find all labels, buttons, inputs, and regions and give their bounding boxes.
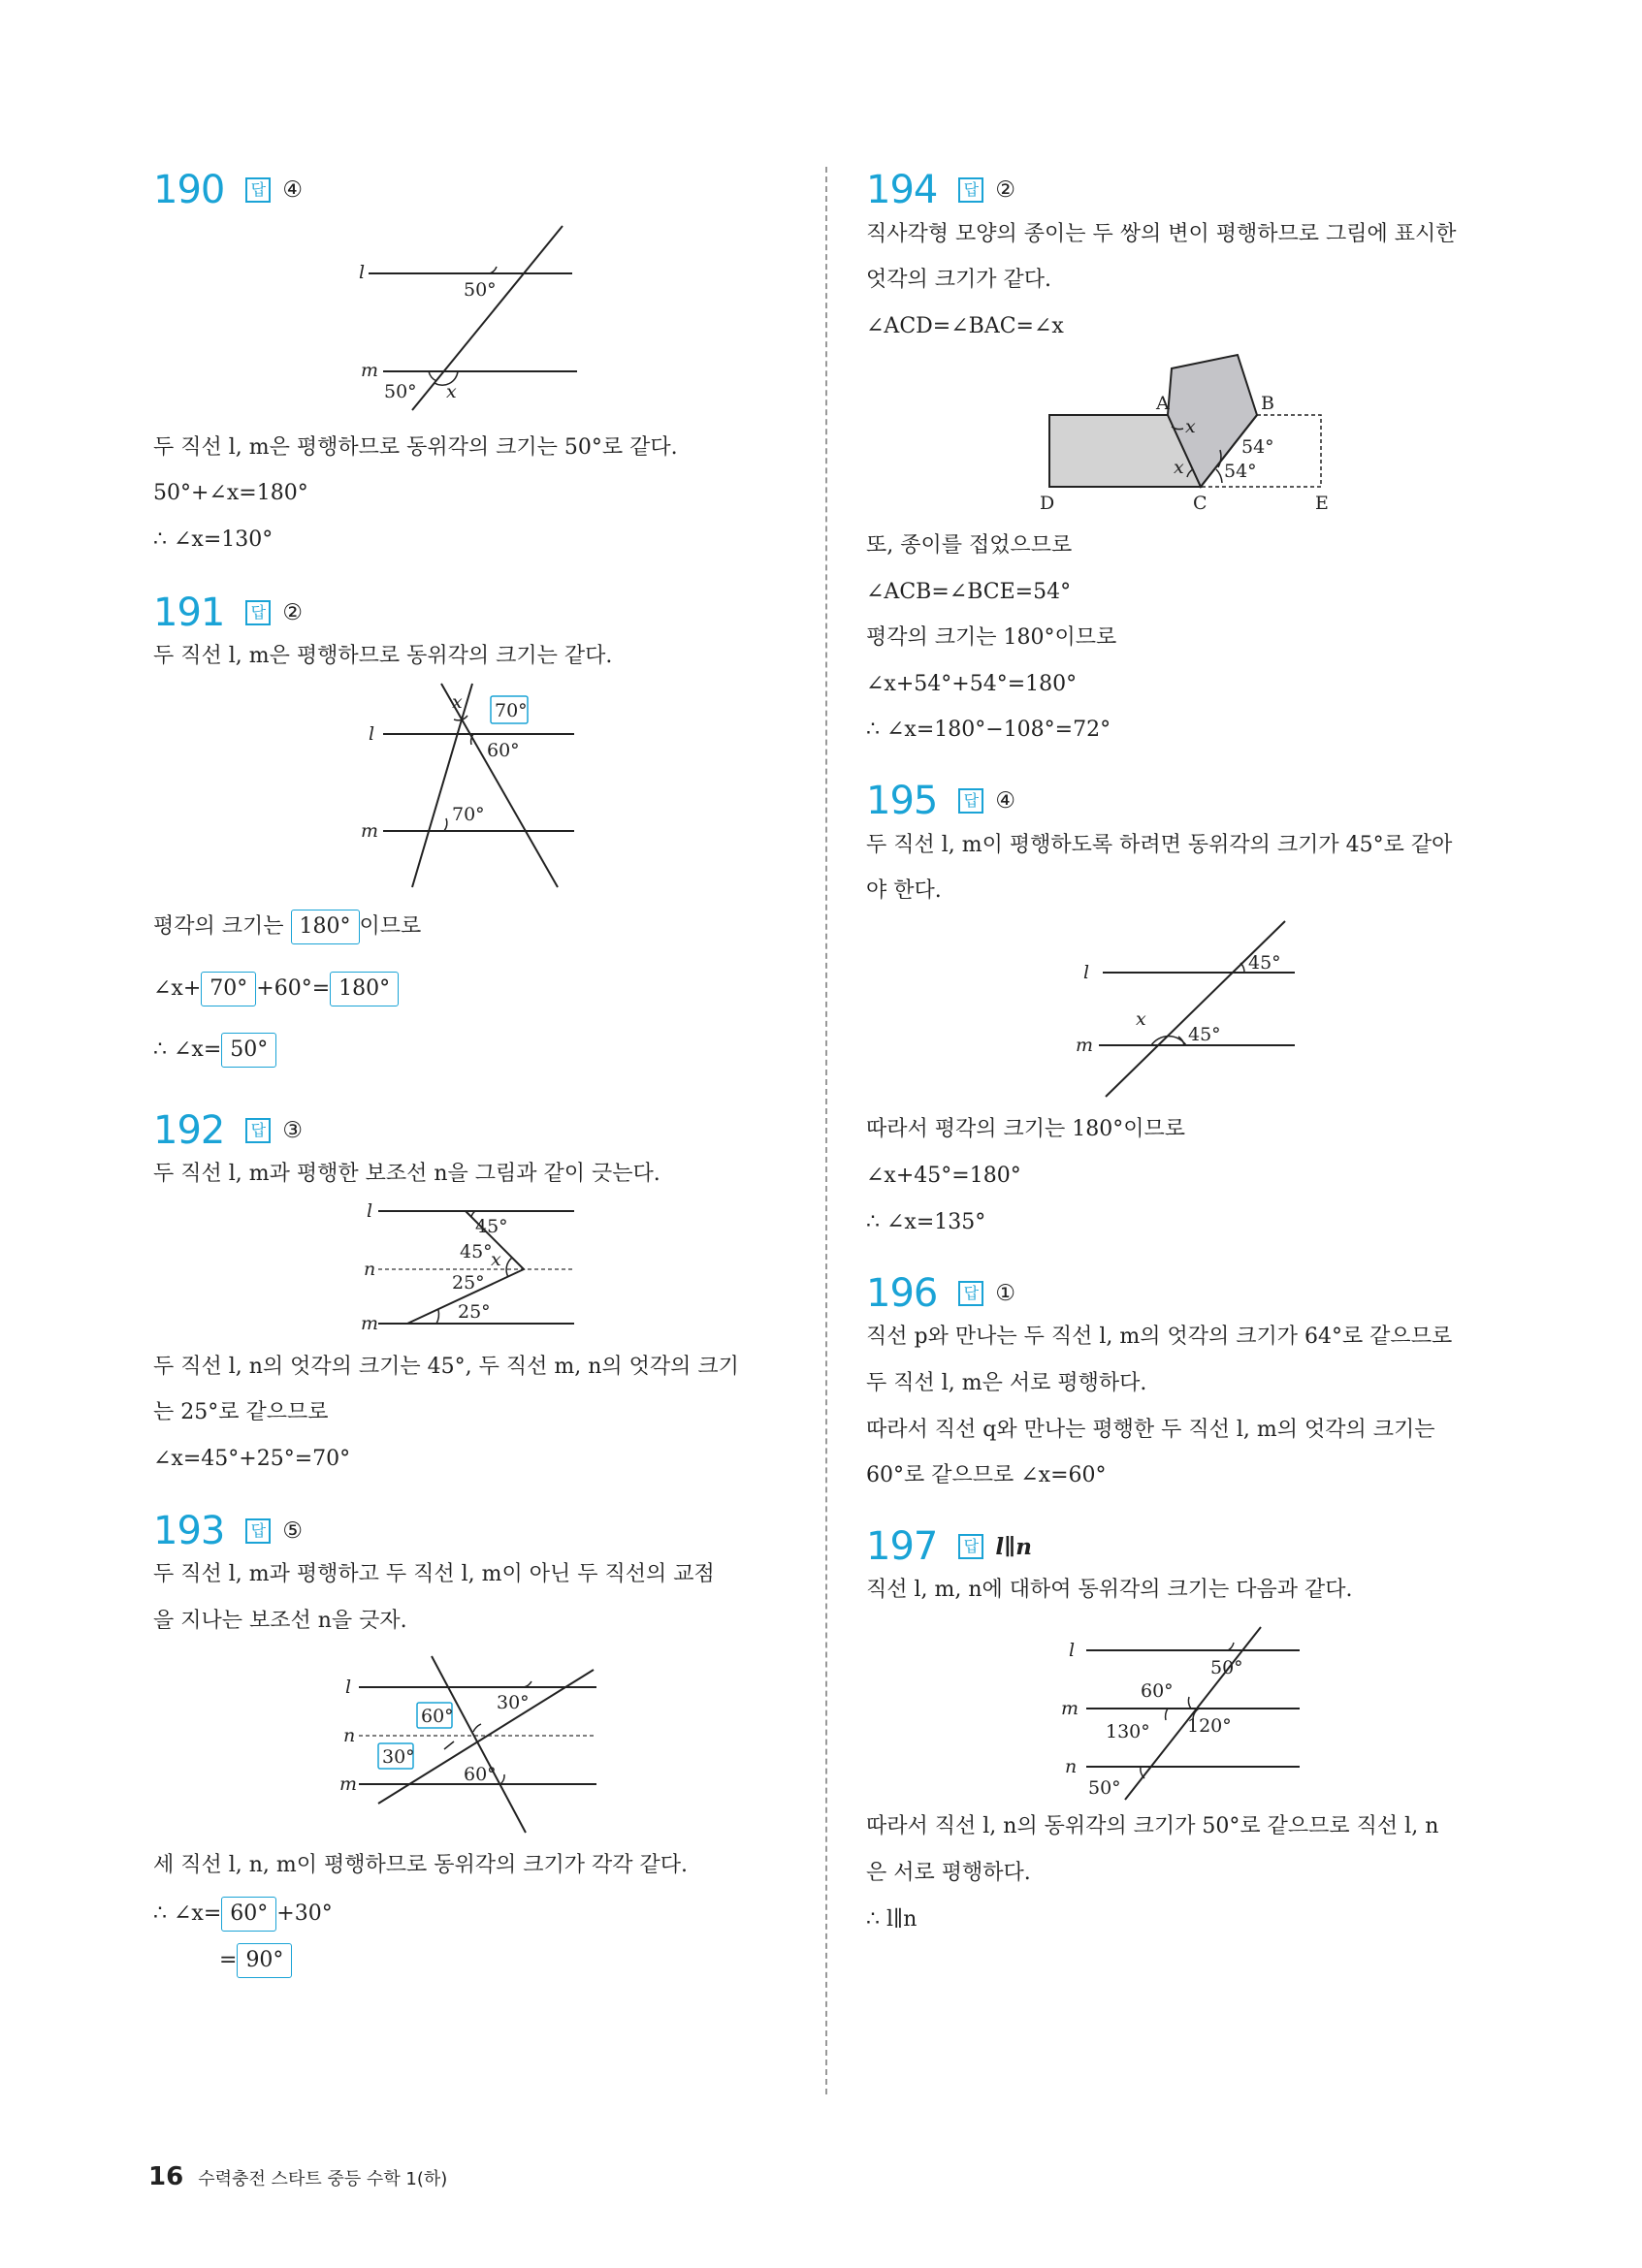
text: ∴ ∠x=	[153, 1038, 222, 1062]
angle-50-top: 50°	[464, 279, 497, 301]
label-l: l	[1083, 962, 1090, 983]
book-title: 수력충전 스타트 중등 수학 1(하)	[198, 2169, 448, 2189]
text-line: ∠ACB=∠BCE=54°	[866, 580, 1072, 604]
problem-number: 191	[153, 591, 225, 635]
text-line: 60°로 같으므로 ∠x=60°	[866, 1463, 1107, 1487]
text: 이므로	[359, 914, 422, 939]
figure-190	[349, 218, 592, 412]
angle-60: 60°	[487, 740, 520, 761]
angle-50-bottom: 50°	[1088, 1777, 1121, 1799]
fill-line-1	[153, 1897, 333, 1932]
text-line: 을 지나는 보조선 n을 긋자.	[153, 1609, 407, 1633]
angle-x: x	[446, 381, 457, 402]
label-m: m	[1061, 1698, 1079, 1719]
text-line: 직사각형 모양의 종이는 두 쌍의 변이 평행하므로 그림에 표시한	[866, 222, 1457, 246]
answer-choice: ②	[282, 600, 303, 625]
answer-choice: ②	[995, 177, 1015, 203]
figure-193	[339, 1648, 601, 1842]
text-line: 두 직선 l, m이 평행하도록 하려면 동위각의 크기가 45°로 같아	[866, 833, 1453, 857]
problem-194	[866, 165, 1015, 215]
point-A: A	[1156, 393, 1170, 414]
problem-header	[153, 165, 303, 215]
angle-50-top: 50°	[1210, 1657, 1243, 1678]
point-E: E	[1315, 493, 1329, 514]
fill-line-2	[219, 1943, 292, 1978]
answer-box: 90°	[237, 1943, 292, 1978]
problem-number: 192	[153, 1108, 225, 1153]
text-line: 두 직선 l, m과 평행하고 두 직선 l, m이 아닌 두 직선의 교점	[153, 1562, 715, 1586]
figure-192	[349, 1198, 592, 1333]
answer-badge: 답	[245, 1118, 271, 1143]
angle-x-bottom: x	[1174, 457, 1184, 478]
angle-x: x	[452, 691, 463, 713]
label-m: m	[361, 360, 379, 381]
label-m: m	[361, 1313, 379, 1334]
answer-box: 60°	[221, 1897, 276, 1932]
text-line: ∴ ∠x=180°−108°=72°	[866, 718, 1111, 742]
problem-header	[153, 588, 303, 638]
problem-195	[866, 776, 1015, 826]
figure-197	[1057, 1619, 1309, 1804]
text-line: 두 직선 l, m은 평행하므로 동위각의 크기는 50°로 같다.	[153, 435, 678, 460]
text: =	[219, 1948, 238, 1972]
text-line: 따라서 평각의 크기는 180°이므로	[866, 1117, 1185, 1141]
angle-70: 70°	[452, 804, 485, 825]
problem-number: 193	[153, 1509, 225, 1553]
text-line: 세 직선 l, n, m이 평행하므로 동위각의 크기가 각각 같다.	[153, 1853, 689, 1877]
column-divider	[825, 167, 827, 2094]
text-line: 두 직선 l, m은 평행하므로 동위각의 크기는 같다.	[153, 644, 613, 668]
problem-number: 190	[153, 168, 225, 212]
text: +60°=	[256, 976, 331, 1001]
answer-box: 180°	[291, 910, 360, 944]
fill-line-1	[153, 910, 421, 944]
label-l: l	[345, 1677, 352, 1698]
answer-box: 50°	[221, 1033, 276, 1068]
text-line: ∠ACD=∠BAC=∠x	[866, 314, 1064, 338]
text-line: 또, 종이를 접었으므로	[866, 533, 1073, 558]
text-line: 직선 l, m, n에 대하여 동위각의 크기는 다음과 같다.	[866, 1578, 1353, 1602]
label-m: m	[1076, 1035, 1094, 1056]
figure-191	[349, 679, 592, 897]
angle-x: x	[1136, 1008, 1146, 1030]
point-B: B	[1261, 393, 1274, 414]
answer-badge: 답	[958, 788, 983, 814]
answer-value: l∥n	[995, 1533, 1032, 1560]
text-line: ∠x=45°+25°=70°	[153, 1447, 351, 1471]
problem-197	[866, 1521, 1032, 1572]
problem-number: 195	[866, 779, 938, 823]
problem-header	[153, 1105, 303, 1156]
text: ∴ ∠x=	[153, 1901, 222, 1926]
text-line: 따라서 직선 q와 만나는 평행한 두 직선 l, m의 엇각의 크기는	[866, 1418, 1435, 1442]
answer-badge: 답	[245, 177, 271, 203]
answer-choice: ④	[282, 177, 303, 203]
problem-191	[153, 588, 303, 638]
problem-header	[866, 776, 1015, 826]
angle-50-bottom: 50°	[384, 381, 417, 402]
label-m: m	[339, 1773, 358, 1795]
page-number: 16	[148, 2162, 184, 2191]
text-line: 엇각의 크기가 같다.	[866, 268, 1051, 292]
angle-x: x	[491, 1249, 501, 1270]
page-footer	[148, 2162, 447, 2191]
angle-60: 60°	[1141, 1680, 1174, 1702]
angle-x-top: x	[1185, 416, 1196, 437]
answer-badge: 답	[245, 1518, 271, 1544]
angle-45-bottom: 45°	[1188, 1024, 1221, 1045]
label-n: n	[343, 1725, 356, 1746]
answer-choice: ⑤	[282, 1518, 303, 1544]
label-l: l	[1069, 1640, 1076, 1661]
problem-header	[866, 1521, 1032, 1572]
angle-60-bottom: 60°	[464, 1764, 497, 1785]
problem-196	[866, 1268, 1015, 1319]
angle-45-top: 45°	[1248, 952, 1281, 974]
text-line: ∠x+54°+54°=180°	[866, 672, 1078, 696]
angle-45-top: 45°	[475, 1216, 508, 1237]
angle-45-mid: 45°	[460, 1241, 493, 1262]
text: ∠x+	[153, 976, 202, 1001]
label-m: m	[361, 820, 379, 842]
answer-badge: 답	[958, 1534, 983, 1559]
label-l: l	[367, 1200, 373, 1222]
answer-badge: 답	[958, 1281, 983, 1306]
angle-70-box: 70°	[495, 700, 528, 721]
point-D: D	[1040, 493, 1055, 514]
text: +30°	[276, 1901, 333, 1926]
problem-193	[153, 1506, 303, 1556]
point-C: C	[1193, 493, 1207, 514]
fill-line-3	[153, 1033, 276, 1068]
text-line: 는 25°로 같으므로	[153, 1400, 329, 1424]
problem-number: 196	[866, 1271, 938, 1316]
problem-192	[153, 1105, 303, 1156]
text-line: ∴ l∥n	[866, 1907, 918, 1932]
text-line: 50°+∠x=180°	[153, 481, 308, 505]
text-line: 직선 p와 만나는 두 직선 l, m의 엇각의 크기가 64°로 같으므로	[866, 1325, 1453, 1349]
text-line: 따라서 직선 l, n의 동위각의 크기가 50°로 같으므로 직선 l, n	[866, 1814, 1439, 1838]
problem-190	[153, 165, 303, 215]
answer-choice: ③	[282, 1118, 303, 1143]
angle-54-lower: 54°	[1224, 461, 1257, 482]
text: 평각의 크기는	[153, 914, 284, 939]
text-line: 평각의 크기는 180°이므로	[866, 625, 1117, 650]
angle-60-box: 60°	[421, 1706, 454, 1727]
answer-box: 70°	[201, 972, 256, 1006]
angle-30-top: 30°	[497, 1692, 530, 1713]
angle-30-box: 30°	[382, 1746, 415, 1768]
answer-badge: 답	[958, 177, 983, 203]
text-line: 야 한다.	[866, 878, 942, 903]
fill-line-2	[153, 972, 399, 1006]
problem-header	[866, 1268, 1015, 1319]
angle-25-mid: 25°	[452, 1272, 485, 1294]
problem-header	[153, 1506, 303, 1556]
text-line: 은 서로 평행하다.	[866, 1861, 1031, 1885]
label-l: l	[359, 262, 366, 283]
angle-54-upper: 54°	[1241, 436, 1274, 458]
label-n: n	[364, 1259, 376, 1280]
problem-header	[866, 165, 1015, 215]
label-n: n	[1065, 1756, 1078, 1777]
figure-194	[1028, 349, 1338, 524]
answer-badge: 답	[245, 600, 271, 625]
label-l: l	[369, 723, 375, 745]
angle-120: 120°	[1187, 1715, 1232, 1737]
text-line: 두 직선 l, n의 엇각의 크기는 45°, 두 직선 m, n의 엇각의 크기	[153, 1355, 739, 1379]
text-line: 두 직선 l, m과 평행한 보조선 n을 그림과 같이 긋는다.	[153, 1162, 660, 1186]
angle-130: 130°	[1106, 1721, 1150, 1742]
text-line: ∠x+45°=180°	[866, 1164, 1021, 1188]
text-line: 두 직선 l, m은 서로 평행하다.	[866, 1371, 1147, 1395]
problem-number: 197	[866, 1524, 938, 1569]
text-line: ∴ ∠x=130°	[153, 527, 274, 552]
answer-box: 180°	[330, 972, 399, 1006]
answer-choice: ①	[995, 1281, 1015, 1306]
text-line: ∴ ∠x=135°	[866, 1210, 986, 1234]
problem-number: 194	[866, 168, 938, 212]
angle-25-bottom: 25°	[458, 1301, 491, 1323]
answer-choice: ④	[995, 788, 1015, 814]
figure-195	[1072, 916, 1304, 1101]
